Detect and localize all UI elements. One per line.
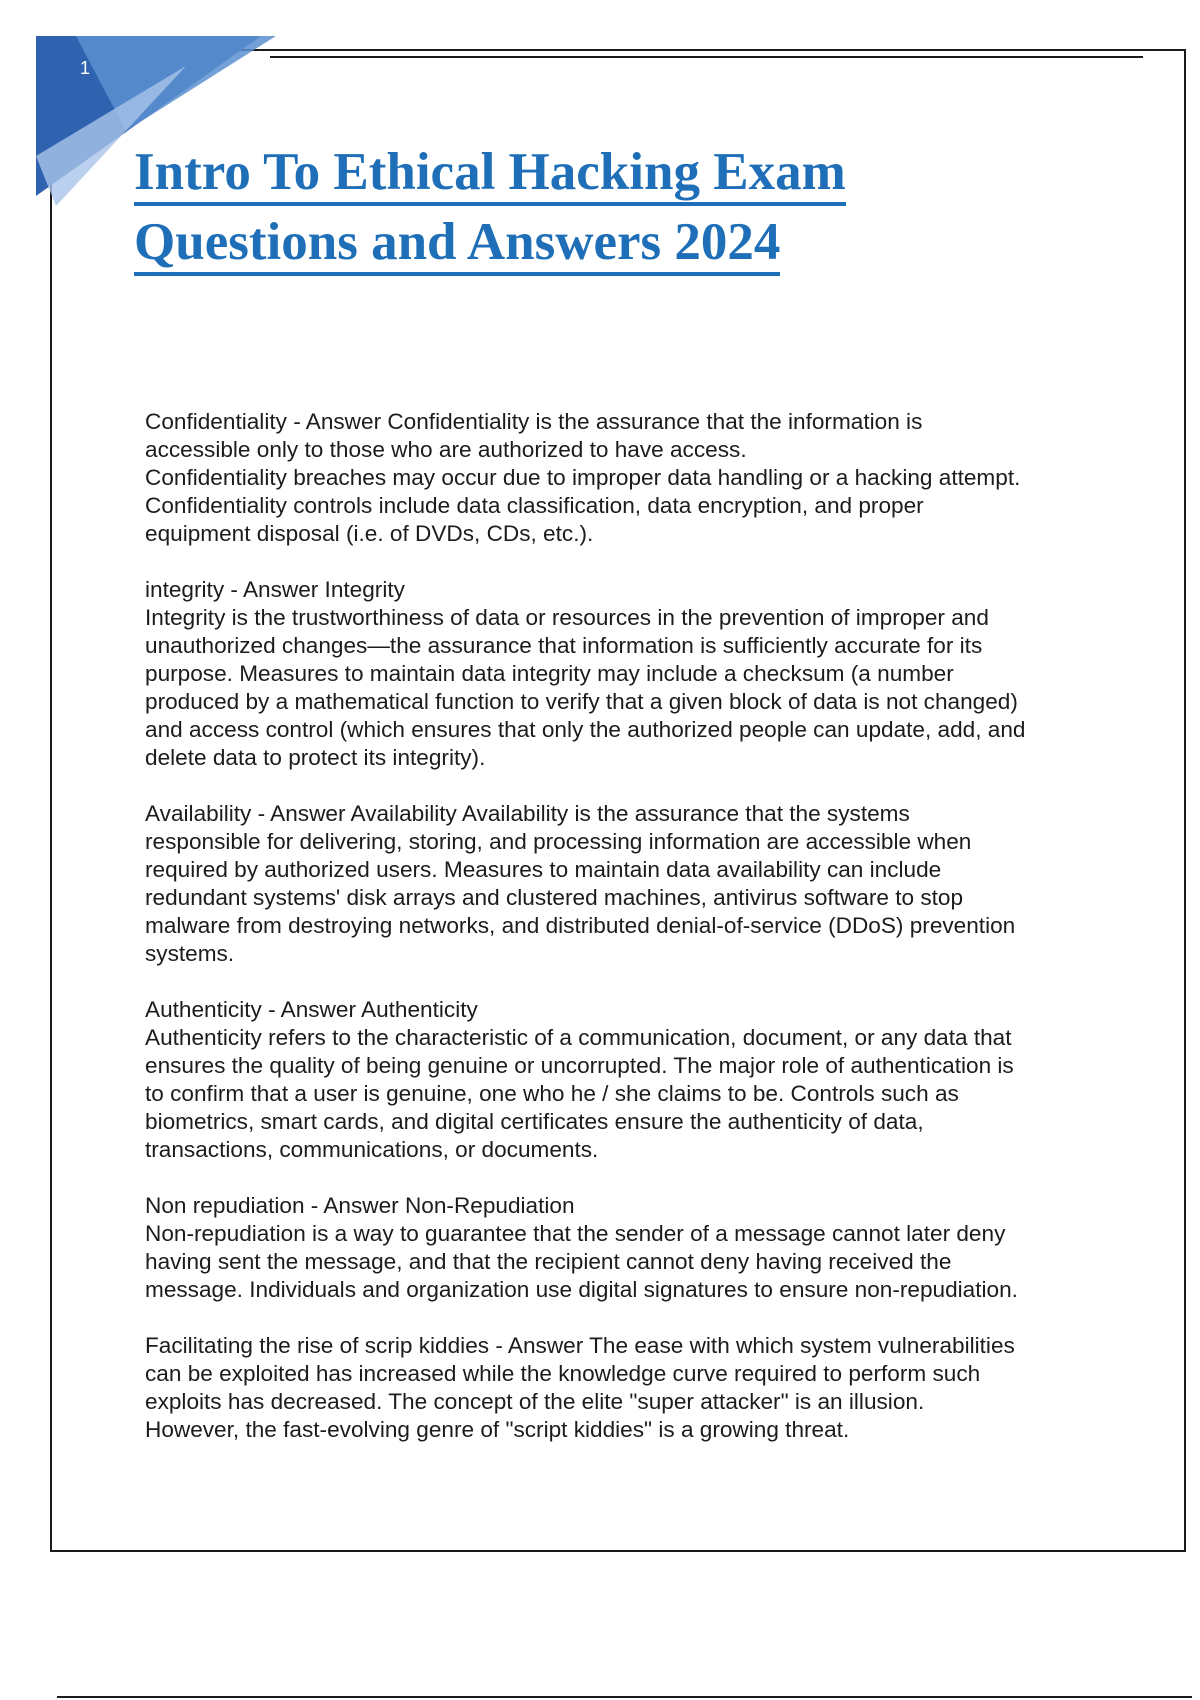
qa-entry-confidentiality: Confidentiality - Answer Confidentiality is the assurance that the information is accessible only to those who are authorized to have access. Confidentiality breaches may occur due to improper data handling or a hacking attempt. Confidentiality controls include data classification, data encryption, and proper equipment disposal (i.e. of DVDs, CDs, etc.). — [145, 409, 1021, 546]
header-rule — [270, 56, 1143, 58]
qa-entry-authenticity: Authenticity - Answer Authenticity Authenticity refers to the characteristic of a communication, document, or any data that ensures the quality of being genuine or uncorrupted. The major role of authentication is to confirm that a user is genuine, one who he / she claims to be. Controls such as biometrics, smart cards, and digital certificates ensure the authenticity of data, transactions, communications, or documents. — [145, 997, 1014, 1162]
qa-entry-script-kiddies: Facilitating the rise of scrip kiddies - Answer The ease with which system vulnerabilities can be exploited has increased while the knowledge curve required to perform such exploits has decreased. The concept of the elite "super attacker" is an illusion. However, the fast-evolving genre of "script kiddies" is a growing threat. — [145, 1333, 1015, 1442]
title-line-1: Intro To Ethical Hacking Exam — [134, 144, 846, 206]
qa-entry-non-repudiation: Non repudiation - Answer Non-Repudiation Non-repudiation is a way to guarantee that the sender of a message cannot later deny having sent the message, and that the recipient cannot deny having received the message. Individuals and organization use digital signatures to ensure non-repudiation. — [145, 1193, 1018, 1302]
qa-entry-availability: Availability - Answer Availability Availability is the assurance that the systems responsible for delivering, storing, and processing information are accessible when required by authorized users. Measures to maintain data availability can include redundant systems' disk arrays and clustered machines, antivirus software to stop malware from destroying networks, and distributed denial-of-service (DDoS) prevention systems. — [145, 801, 1016, 966]
document-title — [134, 140, 1034, 280]
qa-entry-integrity: integrity - Answer Integrity Integrity is the trustworthiness of data or resources in the prevention of improper and unauthorized changes—the assurance that information is sufficiently accurate for its purpose. Measures to maintain data integrity may include a checksum (a number produced by a mathematical function to verify that a given block of data is not changed) and access control (which ensures that only the authorized people can update, add, and delete data to protect its integrity). — [145, 577, 1026, 770]
page-number: 1 — [80, 58, 91, 78]
footer-rule — [57, 1696, 1192, 1698]
title-line-2: Questions and Answers 2024 — [134, 214, 780, 276]
qa-content — [145, 408, 1095, 1472]
